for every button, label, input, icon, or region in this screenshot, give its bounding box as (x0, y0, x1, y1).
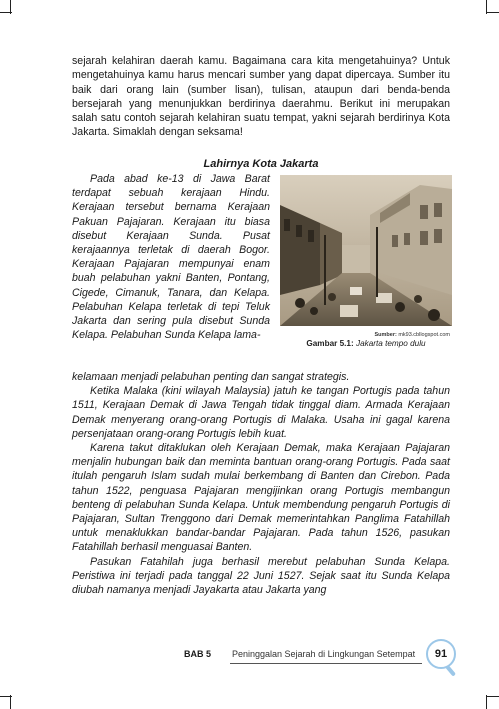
figure (280, 175, 452, 348)
crop-mark (0, 12, 12, 13)
intro-text: sejarah kelahiran daerah kamu. Bagaimana cara kita mengetahuinya? Untuk mengetahuinya kamu harus mencari sumber yang dapat dipercaya. Sumber itu baik dari orang lain (sumber lisan), tulisan, ataupun dari benda-benda bersejarah yang menunjukkan berdirinya daerahmu. Berikut ini merupakan salah satu contoh sejarah kelahiran suatu tempat, yakni sejarah berdirinya Kota Jakarta. Simaklah dengan seksama! (72, 55, 450, 139)
crop-mark (0, 696, 12, 697)
story-float-column (72, 172, 270, 342)
story-paragraph-2: Ketika Malaka (kini wilayah Malaysia) jatuh ke tangan Portugis pada tahun 1511, Kerajaan Demak di Jawa Tengah tidak tinggal diam. Armada Kerajaan Demak menyerang orang-orang Portugis di Malaka. Usaha ini gagal karena persenjataan orang-orang Portugis lebih kuat. (72, 385, 450, 440)
page-body (72, 54, 450, 597)
figure-caption (280, 337, 452, 351)
footer-divider (230, 663, 422, 664)
story-paragraph-3: Karena takut ditaklukan oleh Kerajaan Demak, maka Kerajaan Pajajaran menjalin hubungan baik dan meminta bantuan orang-orang Portugis. Pada saat itulah pengaruh Islam sudah mulai berkembang di Banten dan Cirebon. Pada tahun 1522, penguasa Pajajaran mengijinkan orang Portugis membangun benteng di pelabuhan Sunda Kelapa. Untuk membendung pengaruh Portugis di Pajajaran, Sultan Trenggono dari Demak memerintahkan Panglima Fatahillah untuk menaklukkan bandar-bandar Pajajaran. Pada tahun 1526, pasukan Fatahillah berhasil menguasai Banten. (72, 442, 450, 554)
chapter-label: BAB 5 (184, 649, 212, 659)
page-footer (0, 637, 499, 669)
chapter-title: Peninggalan Sejarah di Lingkungan Setempat (232, 649, 416, 659)
crop-mark (10, 695, 11, 709)
old-jakarta-photo (280, 175, 452, 326)
source-value: mk93.cbllogspot.com (396, 332, 450, 338)
story-paragraph-4: Pasukan Fatahilah juga berhasil merebut pelabuhan Sunda Kelapa. Peristiwa ini terjadi pada tanggal 22 Juni 1527. Sejak saat itu Sunda Kelapa diubah namanya menjadi Jayakarta atau Jakarta yang (72, 555, 450, 597)
page-number: 91 (426, 639, 456, 669)
source-label: Sumber: (374, 332, 397, 338)
crop-mark (486, 695, 487, 709)
story-body (72, 370, 450, 597)
street-scene-image (280, 175, 452, 326)
crop-mark (487, 696, 499, 697)
story-paragraph-1-continued: kelamaan menjadi pelabuhan penting dan sangat strategis. (72, 371, 350, 383)
caption-text: Jakarta tempo dulu (353, 339, 426, 348)
caption-label: Gambar 5.1: (306, 339, 354, 348)
story-paragraph-1: Pada abad ke-13 di Jawa Barat terdapat sebuah kerajaan Hindu. Kerajaan tersebut bernama Kerajaan Pakuan Pajajaran. Kerajaan itu biasa disebut Kerajaan Sunda. Pusat kerajaannya terletak di daerah Bogor. Kerajaan Pajajaran mempunyai enam buah pelabuhan yakni Banten, Pontang, Cigede, Cimanuk, Tanara, dan Kelapa. Pelabuhan Kelapa terletak di tepi Teluk Jakarta dan sering pula disebut Sunda Kelapa. Pelabuhan Sunda Kelapa lama- (72, 173, 270, 342)
section-title: Lahirnya Kota Jakarta (203, 158, 319, 170)
intro-paragraph (72, 54, 450, 140)
crop-mark (487, 12, 499, 13)
